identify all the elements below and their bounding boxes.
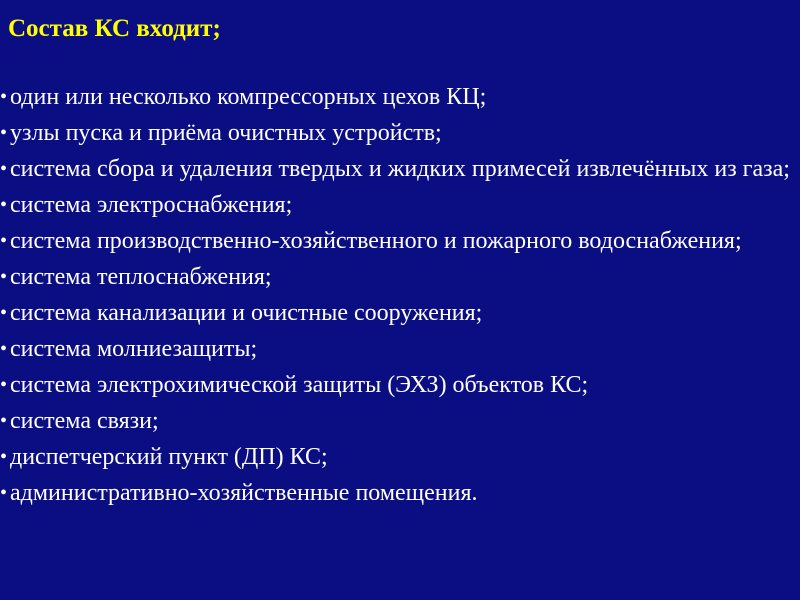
bullet-icon: • — [0, 446, 8, 468]
list-item-text: один или несколько компрессорных цехов КЦ; — [10, 84, 487, 110]
components-list — [0, 79, 794, 511]
bullet-icon: • — [0, 338, 8, 360]
list-item — [0, 439, 794, 475]
bullet-icon: • — [0, 410, 8, 432]
list-item-text: административно-хозяйственные помещения. — [10, 480, 478, 506]
list-item — [0, 403, 794, 439]
list-item-text: диспетчерский пункт (ДП) КС; — [10, 444, 328, 470]
list-item-text: система сбора и удаления твердых и жидких примесей извлечённых из газа; — [10, 156, 790, 182]
list-item — [0, 79, 794, 115]
list-item — [0, 331, 794, 367]
list-item — [0, 259, 794, 295]
bullet-icon: • — [0, 482, 8, 504]
list-item-text: система канализации и очистные сооружения; — [10, 300, 483, 326]
bullet-icon: • — [0, 302, 8, 324]
list-item-text: узлы пуска и приёма очистных устройств; — [10, 120, 442, 146]
bullet-icon: • — [0, 194, 8, 216]
list-item — [0, 367, 794, 403]
slide-title: Состав КС входит; — [8, 15, 221, 42]
bullet-icon: • — [0, 158, 8, 180]
list-item — [0, 187, 794, 223]
list-item — [0, 151, 794, 187]
list-item-text: система молниезащиты; — [10, 336, 258, 362]
list-item — [0, 115, 794, 151]
list-item-text: система связи; — [10, 408, 159, 434]
list-item-text: система теплоснабжения; — [10, 264, 272, 290]
list-item — [0, 295, 794, 331]
bullet-icon: • — [0, 122, 8, 144]
list-item-text: система производственно-хозяйственного и пожарного водоснабжения; — [10, 228, 742, 254]
list-item — [0, 223, 794, 259]
list-item-text: система электрохимической защиты (ЭХЗ) объектов КС; — [10, 372, 589, 398]
bullet-icon: • — [0, 230, 8, 252]
bullet-icon: • — [0, 374, 8, 396]
list-item-text: система электроснабжения; — [10, 192, 293, 218]
bullet-icon: • — [0, 266, 8, 288]
list-item — [0, 475, 794, 511]
bullet-icon: • — [0, 86, 8, 108]
